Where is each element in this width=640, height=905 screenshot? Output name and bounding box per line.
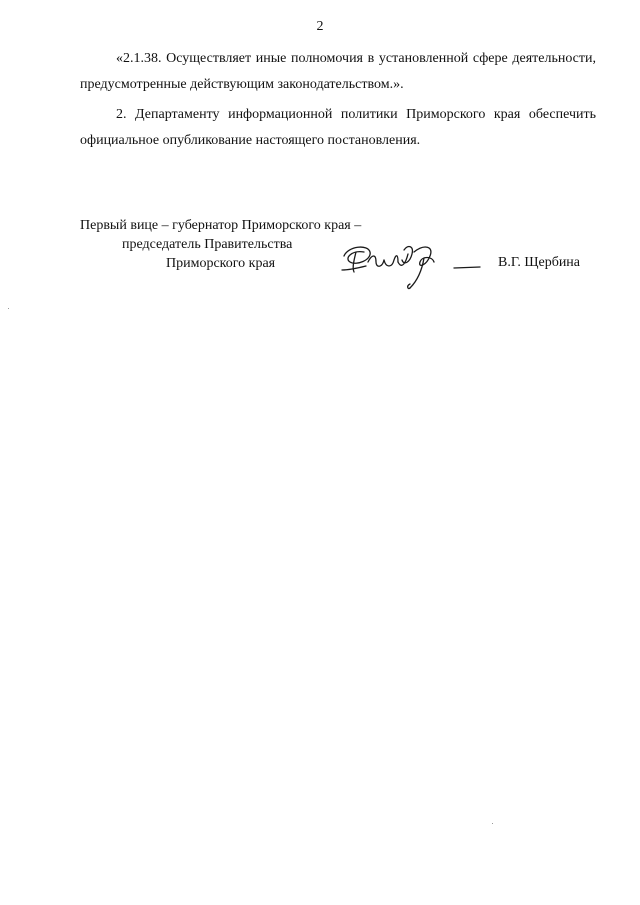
body-paragraph-2	[80, 102, 596, 154]
page-number: 2	[316, 19, 324, 34]
signatory-title-line-1: Первый вице – губернатор Приморского края –	[80, 218, 362, 233]
body-paragraph-1	[80, 46, 596, 98]
paragraph-2-text: 2. Департаменту информационной политики Приморского края обеспечить официальное опубликование настоящего постановления.	[80, 107, 596, 148]
paragraph-1-text: «2.1.38. Осуществляет иные полномочия в установленной сфере деятельности, предусмотренные действующим законодательством.».	[80, 51, 596, 92]
signatory-title-line-3: Приморского края	[166, 256, 276, 271]
signer-name: В.Г. Щербина	[498, 255, 581, 270]
signatory-title-block	[80, 216, 361, 273]
scan-artifact	[8, 308, 9, 309]
handwritten-signature	[338, 240, 488, 294]
signatory-title-line-2: председатель Правительства	[122, 237, 293, 252]
scan-artifact	[492, 823, 493, 824]
